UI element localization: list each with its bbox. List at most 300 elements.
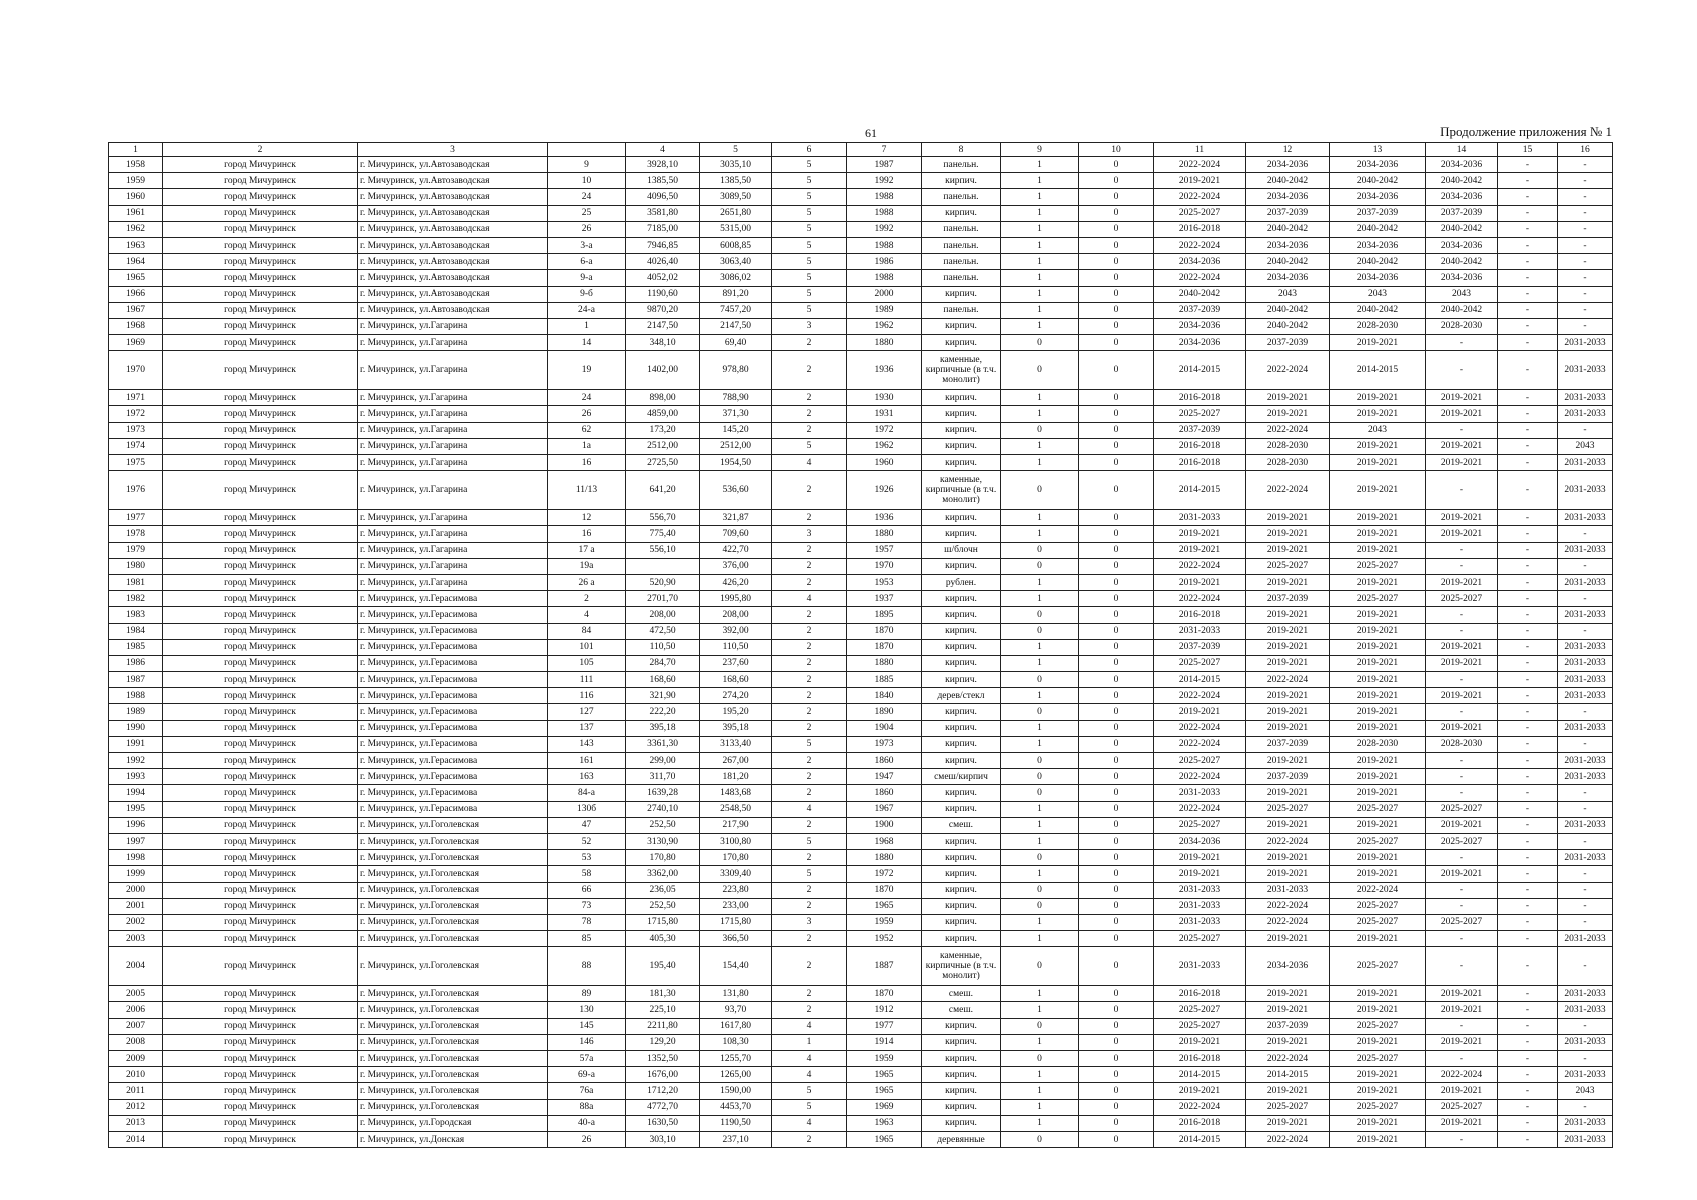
table-cell: панельн. [922, 221, 1001, 237]
table-cell: 1 [1001, 1083, 1079, 1099]
table-cell: 110,50 [700, 639, 772, 655]
table-row [109, 882, 1613, 898]
table-cell: 0 [1079, 591, 1154, 607]
table-cell: 0 [1079, 639, 1154, 655]
table-cell: 2025-2027 [1154, 406, 1246, 422]
table-cell: 1962 [847, 438, 922, 454]
table-cell: 1 [1001, 736, 1079, 752]
table-cell: 0 [1001, 471, 1079, 510]
table-cell: 3035,10 [700, 157, 772, 173]
table-cell: - [1558, 286, 1613, 302]
table-cell: рублен. [922, 574, 1001, 590]
table-cell: 1 [1001, 406, 1079, 422]
table-cell: 2019-2021 [1330, 1083, 1426, 1099]
table-cell: г. Мичуринск, ул.Гагарина [358, 335, 548, 351]
table-cell: 2 [772, 817, 847, 833]
table-cell: - [1498, 254, 1558, 270]
table-cell: каменные, кирпичные (в т.ч. монолит) [922, 471, 1001, 510]
table-cell: 2 [772, 655, 847, 671]
table-cell: - [1558, 558, 1613, 574]
table-cell: 1960 [109, 189, 163, 205]
table-cell: 1982 [109, 591, 163, 607]
table-cell: 2000 [109, 882, 163, 898]
table-cell: 2 [772, 574, 847, 590]
table-cell: 2019-2021 [1330, 720, 1426, 736]
table-cell: 2 [772, 607, 847, 623]
table-cell: - [1498, 335, 1558, 351]
table-cell: 2040-2042 [1330, 221, 1426, 237]
table-row [109, 406, 1613, 422]
table-cell: - [1498, 801, 1558, 817]
table-cell: 2019-2021 [1426, 406, 1498, 422]
table-cell: 2043 [1330, 422, 1426, 438]
table-cell: - [1498, 302, 1558, 318]
column-header: 3 [358, 143, 548, 157]
table-cell: 392,00 [700, 623, 772, 639]
table-cell: - [1498, 736, 1558, 752]
table-cell: 1712,20 [626, 1083, 700, 1099]
table-row [109, 526, 1613, 542]
table-cell: 2019-2021 [1426, 510, 1498, 526]
table-cell: город Мичуринск [163, 542, 358, 558]
table-cell: - [1498, 817, 1558, 833]
table-cell: 1 [1001, 173, 1079, 189]
table-cell: 472,50 [626, 623, 700, 639]
table-cell: 2031-2033 [1558, 406, 1613, 422]
table-cell: 0 [1079, 720, 1154, 736]
table-cell: - [1498, 1034, 1558, 1050]
table-cell: кирпич. [922, 455, 1001, 471]
table-cell: 4 [772, 1115, 847, 1131]
table-cell: панельн. [922, 270, 1001, 286]
table-cell: - [1558, 205, 1613, 221]
table-cell: 2019-2021 [1330, 785, 1426, 801]
table-cell: 1880 [847, 655, 922, 671]
table-cell: 2040-2042 [1330, 173, 1426, 189]
table-cell: 1 [1001, 237, 1079, 253]
table-cell: кирпич. [922, 882, 1001, 898]
table-cell: 2014-2015 [1154, 1067, 1246, 1083]
table-cell: 2037-2039 [1154, 302, 1246, 318]
table-cell: 1 [1001, 302, 1079, 318]
table-cell: город Мичуринск [163, 1051, 358, 1067]
table-cell: 0 [1079, 542, 1154, 558]
table-cell: 2019-2021 [1154, 173, 1246, 189]
table-cell: кирпич. [922, 931, 1001, 947]
table-cell: г. Мичуринск, ул.Гагарина [358, 438, 548, 454]
table-cell: - [1498, 785, 1558, 801]
table-cell: ш/блочн [922, 542, 1001, 558]
table-cell: 19 [548, 351, 626, 390]
table-cell: 1937 [847, 591, 922, 607]
table-cell: 181,20 [700, 769, 772, 785]
table-cell: - [1558, 422, 1613, 438]
table-cell: 2019-2021 [1330, 438, 1426, 454]
table-cell: 2014-2015 [1154, 672, 1246, 688]
table-cell: - [1498, 591, 1558, 607]
table-cell: 2022-2024 [1246, 351, 1330, 390]
table-cell: 2 [548, 591, 626, 607]
table-cell: 1994 [109, 785, 163, 801]
table-cell: 1870 [847, 986, 922, 1002]
table-cell: 2019-2021 [1426, 655, 1498, 671]
table-cell: 1402,00 [626, 351, 700, 390]
table-cell: 2031-2033 [1558, 655, 1613, 671]
table-cell: 2548,50 [700, 801, 772, 817]
table-cell: г. Мичуринск, ул.Герасимова [358, 688, 548, 704]
table-cell: 2019-2021 [1154, 704, 1246, 720]
table-row [109, 1051, 1613, 1067]
table-cell: 2 [772, 422, 847, 438]
table-cell: 2725,50 [626, 455, 700, 471]
table-cell: 2019-2021 [1246, 688, 1330, 704]
table-cell: 222,20 [626, 704, 700, 720]
table-cell: 1995 [109, 801, 163, 817]
table-cell: 2040-2042 [1246, 254, 1330, 270]
table-cell: - [1558, 801, 1613, 817]
table-cell: 130б [548, 801, 626, 817]
table-cell: 1590,00 [700, 1083, 772, 1099]
table-cell: 1 [1001, 1034, 1079, 1050]
column-header: 1 [109, 143, 163, 157]
table-cell: 2010 [109, 1067, 163, 1083]
table-row [109, 850, 1613, 866]
table-cell: кирпич. [922, 173, 1001, 189]
table-cell: - [1498, 655, 1558, 671]
table-cell: г. Мичуринск, ул.Гагарина [358, 526, 548, 542]
table-cell: г. Мичуринск, ул.Городская [358, 1115, 548, 1131]
table-row [109, 639, 1613, 655]
table-cell: 2040-2042 [1246, 221, 1330, 237]
table-cell: 0 [1079, 574, 1154, 590]
table-cell: - [1498, 720, 1558, 736]
table-cell: 2037-2039 [1154, 639, 1246, 655]
table-cell: 0 [1079, 866, 1154, 882]
appendix-title: Продолжение приложения № 1 [1440, 124, 1612, 139]
table-cell: 2037-2039 [1426, 205, 1498, 221]
table-cell: 1961 [109, 205, 163, 221]
table-cell: 2022-2024 [1154, 189, 1246, 205]
table-cell: г. Мичуринск, ул.Герасимова [358, 623, 548, 639]
table-cell: смеш/кирпич [922, 769, 1001, 785]
table-row [109, 157, 1613, 173]
table-cell: - [1558, 157, 1613, 173]
table-cell: город Мичуринск [163, 833, 358, 849]
table-cell: город Мичуринск [163, 931, 358, 947]
table-cell: 3361,30 [626, 736, 700, 752]
table-cell: 4 [772, 1018, 847, 1034]
table-cell: 3130,90 [626, 833, 700, 849]
table-cell: кирпич. [922, 914, 1001, 930]
table-cell: 0 [1001, 785, 1079, 801]
table-cell: 2019-2021 [1330, 574, 1426, 590]
table-cell: 2 [772, 390, 847, 406]
table-cell: 1972 [109, 406, 163, 422]
table-cell: - [1558, 1099, 1613, 1115]
table-cell: город Мичуринск [163, 882, 358, 898]
table-cell: 89 [548, 986, 626, 1002]
table-cell: 2025-2027 [1154, 753, 1246, 769]
table-cell: 0 [1079, 422, 1154, 438]
table-cell: 775,40 [626, 526, 700, 542]
table-cell: город Мичуринск [163, 914, 358, 930]
table-cell: 2016-2018 [1154, 1051, 1246, 1067]
table-cell: 2034-2036 [1330, 270, 1426, 286]
table-cell: 1190,60 [626, 286, 700, 302]
table-cell: 1 [1001, 1115, 1079, 1131]
table-cell: 1952 [847, 931, 922, 947]
table-cell: - [1498, 237, 1558, 253]
column-header: 6 [772, 143, 847, 157]
table-cell: 2016-2018 [1154, 986, 1246, 1002]
table-cell: - [1558, 526, 1613, 542]
table-row [109, 623, 1613, 639]
table-cell: 1 [1001, 286, 1079, 302]
table-cell: 2025-2027 [1330, 1099, 1426, 1115]
table-cell: 4 [548, 607, 626, 623]
table-cell: 1 [1001, 1067, 1079, 1083]
table-cell: 2040-2042 [1246, 302, 1330, 318]
table-cell: 2031-2033 [1558, 817, 1613, 833]
table-cell: кирпич. [922, 850, 1001, 866]
table-cell: 145 [548, 1018, 626, 1034]
table-cell: 1996 [109, 817, 163, 833]
table-cell: 1190,50 [700, 1115, 772, 1131]
table-cell: 2031-2033 [1558, 471, 1613, 510]
table-cell: 2014-2015 [1330, 351, 1426, 390]
table-cell: 1931 [847, 406, 922, 422]
table-cell: 891,20 [700, 286, 772, 302]
table-cell: 1 [1001, 591, 1079, 607]
table-cell: 2019-2021 [1426, 720, 1498, 736]
table-cell: 2025-2027 [1330, 1051, 1426, 1067]
table-cell: 2025-2027 [1154, 817, 1246, 833]
table-cell: 2040-2042 [1426, 254, 1498, 270]
table-cell: 2025-2027 [1154, 1002, 1246, 1018]
table-cell: 2022-2024 [1154, 769, 1246, 785]
table-cell: 2025-2027 [1426, 833, 1498, 849]
table-cell: кирпич. [922, 607, 1001, 623]
table-cell: 1991 [109, 736, 163, 752]
table-cell: 2025-2027 [1246, 801, 1330, 817]
table-cell: 536,60 [700, 471, 772, 510]
table-cell: 1880 [847, 526, 922, 542]
table-cell: 105 [548, 655, 626, 671]
table-cell: 0 [1079, 672, 1154, 688]
table-cell: город Мичуринск [163, 422, 358, 438]
table-cell: город Мичуринск [163, 736, 358, 752]
table-cell: 0 [1079, 351, 1154, 390]
table-cell: 14 [548, 335, 626, 351]
table-cell: - [1498, 173, 1558, 189]
table-cell: 0 [1001, 607, 1079, 623]
table-row [109, 471, 1613, 510]
table-cell: город Мичуринск [163, 688, 358, 704]
table-cell: 405,30 [626, 931, 700, 947]
column-header [548, 143, 626, 157]
table-cell: г. Мичуринск, ул.Герасимова [358, 655, 548, 671]
table-cell: - [1498, 639, 1558, 655]
table-cell: 1947 [847, 769, 922, 785]
table-cell: 3100,80 [700, 833, 772, 849]
table-cell: кирпич. [922, 1051, 1001, 1067]
table-cell: 0 [1001, 769, 1079, 785]
table-cell: г. Мичуринск, ул.Гоголевская [358, 1099, 548, 1115]
table-cell: 299,00 [626, 753, 700, 769]
table-cell: 2019-2021 [1154, 866, 1246, 882]
table-cell: 2019-2021 [1330, 471, 1426, 510]
table-cell: 16 [548, 526, 626, 542]
table-cell: - [1426, 672, 1498, 688]
table-cell: 4 [772, 455, 847, 471]
table-cell: 1840 [847, 688, 922, 704]
table-cell: 1965 [109, 270, 163, 286]
table-cell: 85 [548, 931, 626, 947]
table-row [109, 302, 1613, 318]
table-cell: 9-а [548, 270, 626, 286]
table-cell: 1988 [847, 205, 922, 221]
table-cell: - [1498, 574, 1558, 590]
table-cell: 2019-2021 [1330, 817, 1426, 833]
table-cell: 1986 [109, 655, 163, 671]
table-cell: дерев/стекл [922, 688, 1001, 704]
table-cell: смеш. [922, 817, 1001, 833]
table-cell: 1880 [847, 850, 922, 866]
table-cell: г. Мичуринск, ул.Гоголевская [358, 1018, 548, 1034]
table-cell: 2022-2024 [1246, 1051, 1330, 1067]
table-cell: 108,30 [700, 1034, 772, 1050]
table-cell: 2 [772, 510, 847, 526]
table-cell: - [1558, 704, 1613, 720]
table-cell: кирпич. [922, 704, 1001, 720]
table-cell: 2031-2033 [1558, 639, 1613, 655]
table-cell: г. Мичуринск, ул.Гагарина [358, 318, 548, 334]
table-cell: 2512,00 [626, 438, 700, 454]
table-cell: - [1498, 1051, 1558, 1067]
table-cell: - [1558, 189, 1613, 205]
table-cell: смеш. [922, 1002, 1001, 1018]
table-row [109, 866, 1613, 882]
table-cell: город Мичуринск [163, 221, 358, 237]
table-cell: 3133,40 [700, 736, 772, 752]
table-cell: 1880 [847, 335, 922, 351]
table-cell: 0 [1079, 1083, 1154, 1099]
table-row [109, 510, 1613, 526]
table-cell: 2019-2021 [1246, 817, 1330, 833]
table-cell: - [1558, 866, 1613, 882]
table-cell: 2025-2027 [1154, 931, 1246, 947]
table-cell: 1965 [847, 1131, 922, 1147]
table-cell: 1483,68 [700, 785, 772, 801]
table-cell: г. Мичуринск, ул.Герасимова [358, 704, 548, 720]
table-cell: 2019-2021 [1246, 510, 1330, 526]
table-cell: 2031-2033 [1558, 688, 1613, 704]
table-cell: 2031-2033 [1558, 1115, 1613, 1131]
table-cell: 2040-2042 [1426, 302, 1498, 318]
table-cell: г. Мичуринск, ул.Гагарина [358, 471, 548, 510]
table-cell: 1 [1001, 986, 1079, 1002]
table-cell: 1 [772, 1034, 847, 1050]
table-cell: - [1558, 1018, 1613, 1034]
table-header-row [109, 143, 1613, 157]
table-cell: 2025-2027 [1426, 914, 1498, 930]
table-row [109, 237, 1613, 253]
table-cell: 2028-2030 [1426, 736, 1498, 752]
table-cell: 2019-2021 [1330, 510, 1426, 526]
table-cell: 2019-2021 [1426, 526, 1498, 542]
table-cell: 2001 [109, 898, 163, 914]
table-cell: 1 [1001, 801, 1079, 817]
table-cell: 2034-2036 [1330, 237, 1426, 253]
table-row [109, 914, 1613, 930]
table-cell: 1992 [847, 173, 922, 189]
table-cell: 2022-2024 [1154, 157, 1246, 173]
table-cell: 0 [1079, 390, 1154, 406]
table-cell: - [1426, 769, 1498, 785]
table-cell: 5 [772, 833, 847, 849]
table-cell: 1 [1001, 189, 1079, 205]
table-cell: - [1558, 898, 1613, 914]
table-cell: - [1498, 769, 1558, 785]
table-cell: 2031-2033 [1558, 931, 1613, 947]
table-cell: 1990 [109, 720, 163, 736]
table-cell: 0 [1079, 205, 1154, 221]
column-header: 11 [1154, 143, 1246, 157]
table-cell: кирпич. [922, 390, 1001, 406]
table-cell: - [1498, 1002, 1558, 1018]
table-cell: - [1558, 1051, 1613, 1067]
table-row [109, 173, 1613, 189]
table-cell: 3928,10 [626, 157, 700, 173]
table-cell: 2043 [1558, 438, 1613, 454]
table-row [109, 704, 1613, 720]
table-cell: кирпич. [922, 510, 1001, 526]
table-cell: 2034-2036 [1246, 947, 1330, 986]
table-cell: 173,20 [626, 422, 700, 438]
table-cell: 1 [1001, 833, 1079, 849]
table-cell: 1954,50 [700, 455, 772, 471]
table-row [109, 986, 1613, 1002]
table-cell: 0 [1079, 335, 1154, 351]
table-cell: - [1498, 1067, 1558, 1083]
table-cell: 0 [1079, 1034, 1154, 1050]
table-row [109, 189, 1613, 205]
table-cell: 2031-2033 [1558, 1034, 1613, 1050]
table-cell: 2040-2042 [1246, 173, 1330, 189]
table-cell: панельн. [922, 254, 1001, 270]
table-cell: 2019-2021 [1154, 526, 1246, 542]
table-cell: 1986 [847, 254, 922, 270]
table-cell: 2019-2021 [1426, 390, 1498, 406]
table-cell: 2043 [1330, 286, 1426, 302]
table-cell: город Мичуринск [163, 237, 358, 253]
table-cell: - [1498, 753, 1558, 769]
table-cell: кирпич. [922, 286, 1001, 302]
table-cell: 2003 [109, 931, 163, 947]
table-cell: город Мичуринск [163, 254, 358, 270]
table-cell: 1 [1001, 655, 1079, 671]
table-cell: 2037-2039 [1246, 205, 1330, 221]
table-cell: кирпич. [922, 318, 1001, 334]
table-cell: 1860 [847, 753, 922, 769]
table-cell: 9 [548, 157, 626, 173]
table-cell: 2014-2015 [1246, 1067, 1330, 1083]
table-cell: 395,18 [626, 720, 700, 736]
table-cell: 0 [1079, 753, 1154, 769]
table-cell: 2147,50 [700, 318, 772, 334]
table-cell: кирпич. [922, 526, 1001, 542]
table-cell: 0 [1079, 1002, 1154, 1018]
